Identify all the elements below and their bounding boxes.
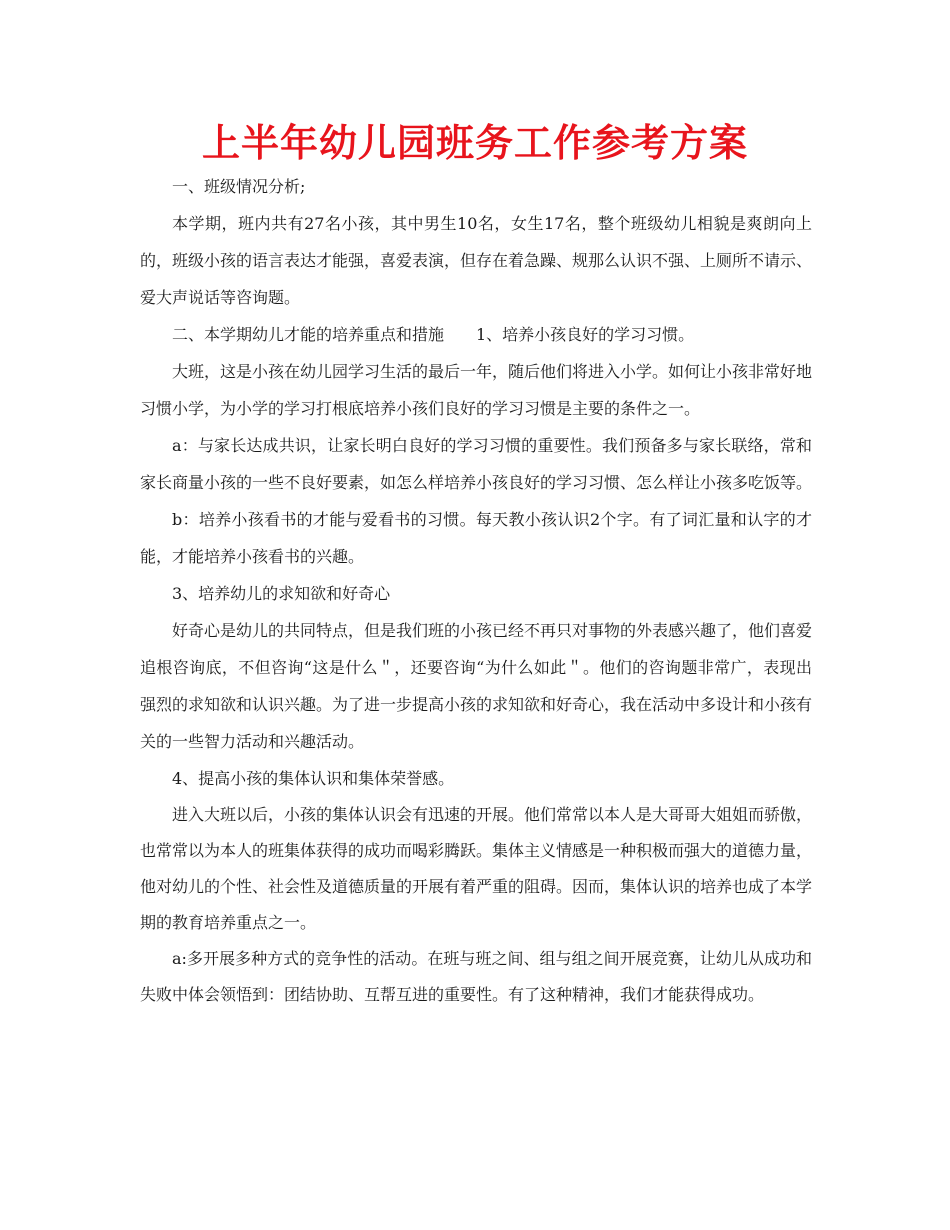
document-title: 上半年幼儿园班务工作参考方案 — [201, 121, 748, 165]
paragraph-curiosity: 好奇心是幼儿的共同特点，但是我们班的小孩已经不再只对事物的外表感兴趣了，他们喜爱追根咨询底，不但咨询“这是什么＂，还要咨询“为什么如此＂。他们的咨询题非常广，表现出强烈的求知欲和认识兴趣。为了进一步提高小孩的求知欲和好奇心，我在活动中多设计和小孩有关的一些智力活动和兴趣活动。 — [140, 621, 813, 751]
paragraph-class-overview: 本学期，班内共有27名小孩，其中男生10名，女生17名，整个班级幼儿相貌是爽朗向上的，班级小孩的语言表达才能强，喜爱表演，但存在着急躁、规那么认识不强、上厕所不请示、爱大声说话等咨询题。 — [140, 214, 813, 307]
paragraph-item-a-parents: a：与家长达成共识，让家长明白良好的学习习惯的重要性。我们预备多与家长联络，常和家长商量小孩的一些不良好要素，如怎么样培养小孩良好的学习习惯、怎么样让小孩多吃饭等。 — [140, 436, 813, 492]
paragraph-section-1-heading: 一、班级情况分析; — [172, 177, 306, 196]
paragraph-heading-collective: 4、提高小孩的集体认识和集体荣誉感。 — [172, 769, 455, 788]
paragraph-section-2-heading: 二、本学期幼儿才能的培养重点和措施 1、培养小孩良好的学习习惯。 — [172, 325, 695, 344]
paragraph-item-b-reading: b：培养小孩看书的才能与爱看书的习惯。每天教小孩认识2个字。有了词汇量和认字的才能，才能培养小孩看书的兴趣。 — [140, 510, 812, 566]
paragraph-heading-curiosity: 3、培养幼儿的求知欲和好奇心 — [172, 584, 391, 603]
paragraph-collective: 进入大班以后，小孩的集体认识会有迅速的开展。他们常常以本人是大哥哥大姐姐而骄傲，也常常以为本人的班集体获得的成功而喝彩腾跃。集体主义情感是一种积极而强大的道德力量，他对幼儿的个性、社会性及道德质量的开展有着严重的阻碍。因而，集体认识的培养也成了本学期的教育培养重点之一。 — [140, 805, 813, 932]
document-body — [140, 168, 812, 1013]
paragraph-study-habits: 大班，这是小孩在幼儿园学习生活的最后一年，随后他们将进入小学。如何让小孩非常好地习惯小学，为小学的学习打根底培养小孩们良好的学习习惯是主要的条件之一。 — [140, 362, 813, 418]
paragraph-item-a-competition: a:多开展多种方式的竞争性的活动。在班与班之间、组与组之间开展竞赛，让幼儿从成功和失败中体会领悟到：团结协助、互帮互进的重要性。有了这种精神，我们才能获得成功。 — [140, 949, 812, 1004]
